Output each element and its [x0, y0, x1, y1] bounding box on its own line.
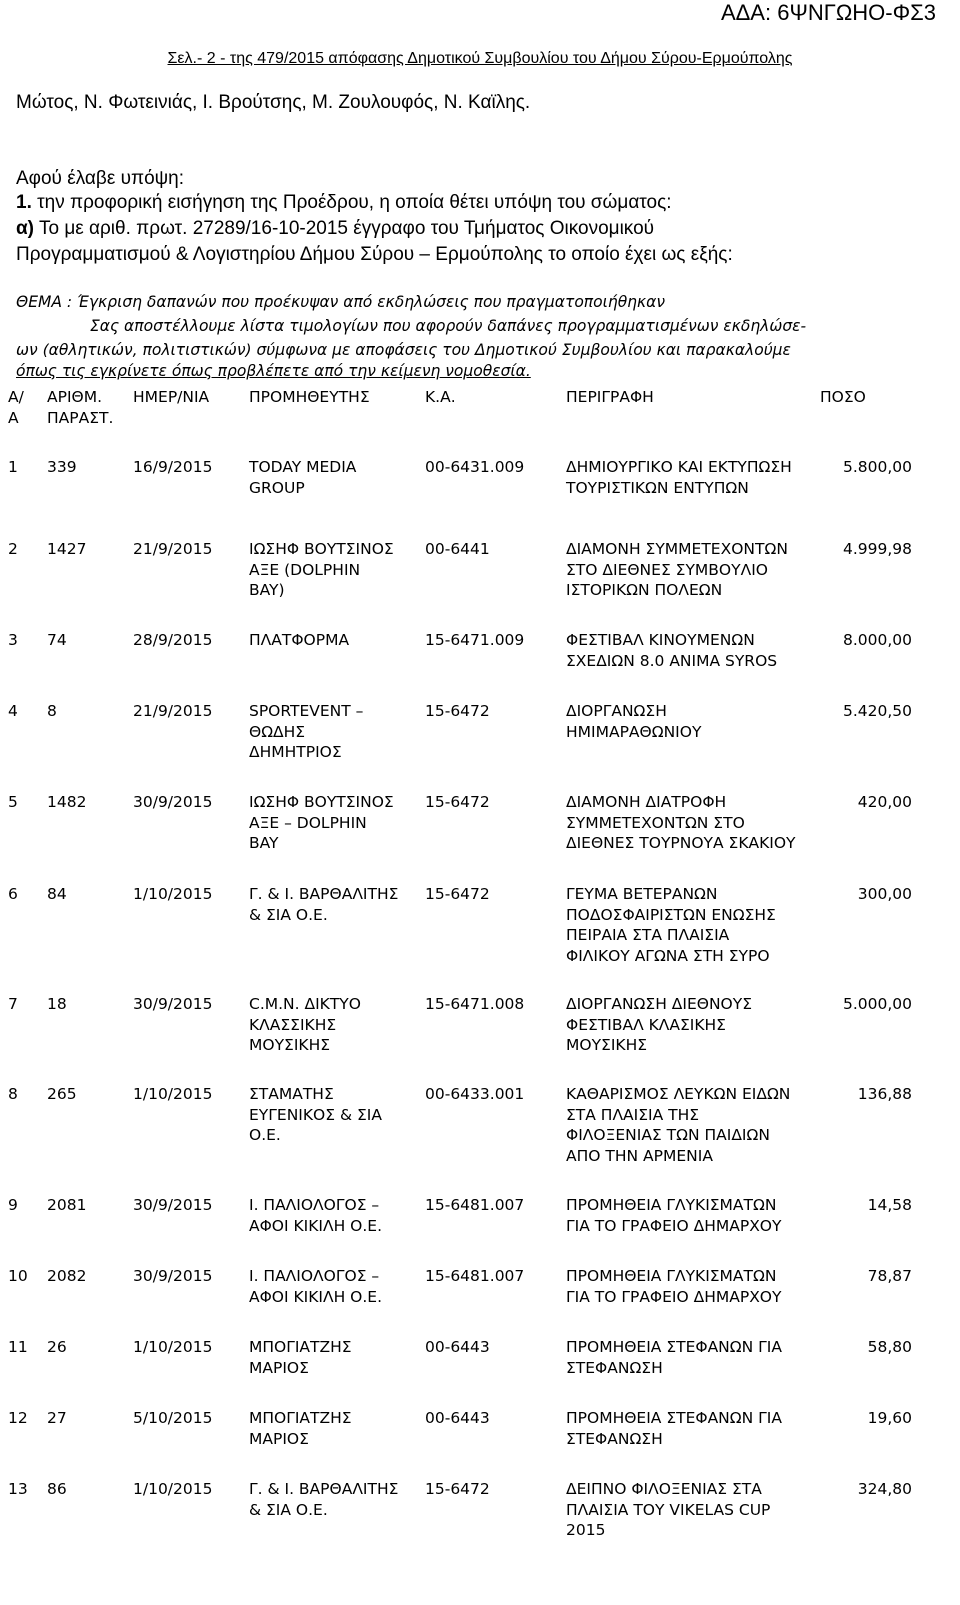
cell-amount: 136,88	[857, 1085, 912, 1103]
cell-arithm: 2081	[47, 1196, 87, 1214]
cell-date: 5/10/2015	[133, 1409, 213, 1427]
cell-arithm: 26	[47, 1338, 67, 1356]
cell-amount: 4.999,98	[842, 540, 912, 558]
cell-aa: 11	[8, 1338, 28, 1356]
cell-supplier: ΜΠΟΓΙΑΤΖΗΣ ΜΑΡΙΟΣ	[249, 1409, 352, 1448]
item-a-line2: Προγραμματισμού & Λογιστηρίου Δήμου Σύρου – Ερμούπολης το οποίο έχει ως εξής:	[16, 244, 733, 265]
cell-desc: ΔΙΑΜΟΝΗ ΔΙΑΤΡΟΦΗ ΣΥΜΜΕΤΕΧΟΝΤΩΝ ΣΤΟ ΔΙΕΘΝΕΣ ΤΟΥΡΝΟΥΑ ΣΚΑΚΙΟΥ	[566, 793, 796, 852]
cell-supplier: ΣΤΑΜΑΤΗΣ ΕΥΓΕΝΙΚΟΣ & ΣΙΑ Ο.Ε.	[249, 1085, 382, 1144]
item-1	[16, 192, 672, 214]
cell-amount: 324,80	[857, 1480, 912, 1498]
cell-aa: 13	[8, 1480, 28, 1498]
cell-ka: 15-6472	[425, 702, 490, 720]
cell-supplier: ΙΩΣΗΦ ΒΟΥΤΣΙΝΟΣ ΑΞΕ – DOLPHIN BAY	[249, 793, 394, 852]
cell-aa: 6	[8, 885, 18, 903]
cell-aa: 2	[8, 540, 18, 558]
subject-line: ΘΕΜΑ : Έγκριση δαπανών που προέκυψαν από εκδηλώσεις που πραγματοποιήθηκαν	[16, 293, 666, 311]
cell-desc: ΔΕΙΠΝΟ ΦΙΛΟΞΕΝΙΑΣ ΣΤΑ ΠΛΑΙΣΙΑ ΤΟΥ VIKELAS CUP 2015	[566, 1480, 771, 1539]
cell-arithm: 27	[47, 1409, 67, 1427]
cell-arithm: 86	[47, 1480, 67, 1498]
item-1-number: 1.	[16, 192, 32, 213]
col-header-amount: ΠΟΣΟ	[820, 388, 866, 406]
cell-arithm: 18	[47, 995, 67, 1013]
ada-code: ΑΔΑ: 6ΨΝΓΩΗΟ-ΦΣ3	[720, 0, 936, 25]
cell-aa: 1	[8, 458, 18, 476]
body-line-2: ων (αθλητικών, πολιτιστικών) σύμφωνα με αποφάσεις του Δημοτικού Συμβουλίου και παρακαλούμε	[16, 341, 791, 359]
cell-aa: 12	[8, 1409, 28, 1427]
cell-desc: ΚΑΘΑΡΙΣΜΟΣ ΛΕΥΚΩΝ ΕΙΔΩΝ ΣΤΑ ΠΛΑΙΣΙΑ ΤΗΣ ΦΙΛΟΞΕΝΙΑΣ ΤΩΝ ΠΑΙΔΙΩΝ ΑΠΟ ΤΗΝ ΑΡΜΕΝΙΑ	[566, 1085, 791, 1165]
cell-arithm: 2082	[47, 1267, 87, 1285]
cell-supplier: Ι. ΠΑΛΙΟΛΟΓΟΣ – ΑΦΟΙ ΚΙΚΙΛΗ Ο.Ε.	[249, 1196, 383, 1235]
cell-desc: ΔΙΑΜΟΝΗ ΣΥΜΜΕΤΕΧΟΝΤΩΝ ΣΤΟ ΔΙΕΘΝΕΣ ΣΥΜΒΟΥΛΙΟ ΙΣΤΟΡΙΚΩΝ ΠΟΛΕΩΝ	[566, 540, 788, 599]
cell-supplier: TODAY MEDIA GROUP	[249, 458, 357, 497]
cell-desc: ΠΡΟΜΗΘΕΙΑ ΣΤΕΦΑΝΩΝ ΓΙΑ ΣΤΕΦΑΝΩΣΗ	[566, 1409, 782, 1448]
body-line-3: όπως τις εγκρίνετε όπως προβλέπετε από την κείμενη νομοθεσία.	[16, 362, 531, 380]
cell-arithm: 265	[47, 1085, 77, 1103]
cell-date: 1/10/2015	[133, 1480, 213, 1498]
cell-aa: 5	[8, 793, 18, 811]
cell-amount: 420,00	[857, 793, 912, 811]
cell-date: 30/9/2015	[133, 793, 213, 811]
cell-date: 16/9/2015	[133, 458, 213, 476]
cell-aa: 3	[8, 631, 18, 649]
col-header-supplier: ΠΡΟΜΗΘΕΥΤΗΣ	[249, 388, 370, 406]
item-a-text: Το με αριθ. πρωτ. 27289/16-10-2015 έγγραφο του Τμήματος Οικονομικού	[34, 218, 655, 239]
cell-desc: ΠΡΟΜΗΘΕΙΑ ΓΛΥΚΙΣΜΑΤΩΝ ΓΙΑ ΤΟ ΓΡΑΦΕΙΟ ΔΗΜΑΡΧΟΥ	[566, 1267, 782, 1306]
cell-date: 30/9/2015	[133, 1196, 213, 1214]
cell-desc: ΔΗΜΙΟΥΡΓΙΚΟ ΚΑΙ ΕΚΤΥΠΩΣΗ ΤΟΥΡΙΣΤΙΚΩΝ ΕΝΤΥΠΩΝ	[566, 458, 792, 497]
cell-supplier: ΜΠΟΓΙΑΤΖΗΣ ΜΑΡΙΟΣ	[249, 1338, 352, 1377]
cell-date: 1/10/2015	[133, 885, 213, 903]
cell-desc: ΔΙΟΡΓΑΝΩΣΗ ΗΜΙΜΑΡΑΘΩΝΙΟΥ	[566, 702, 702, 741]
cell-ka: 15-6471.008	[425, 995, 525, 1013]
col-header-ka: Κ.Α.	[425, 388, 456, 406]
cell-arithm: 74	[47, 631, 67, 649]
cell-amount: 78,87	[867, 1267, 912, 1285]
cell-amount: 5.000,00	[842, 995, 912, 1013]
cell-aa: 8	[8, 1085, 18, 1103]
cell-ka: 15-6471.009	[425, 631, 525, 649]
cell-date: 1/10/2015	[133, 1085, 213, 1103]
item-1-text: την προφορική εισήγηση της Προέδρου, η οποία θέτει υπόψη του σώματος:	[31, 192, 672, 213]
cell-supplier: Γ. & Ι. ΒΑΡΘΑΛΙΤΗΣ & ΣΙΑ Ο.Ε.	[249, 1480, 399, 1519]
cell-amount: 5.800,00	[842, 458, 912, 476]
cell-desc: ΓΕΥΜΑ ΒΕΤΕΡΑΝΩΝ ΠΟΔΟΣΦΑΙΡΙΣΤΩΝ ΕΝΩΣΗΣ ΠΕΙΡΑΙΑ ΣΤΑ ΠΛΑΙΣΙΑ ΦΙΛΙΚΟΥ ΑΓΩΝΑ ΣΤΗ ΣΥΡΟ	[566, 885, 776, 965]
cell-date: 30/9/2015	[133, 1267, 213, 1285]
cell-supplier: ΠΛΑΤΦΟΡΜΑ	[249, 631, 350, 649]
cell-date: 21/9/2015	[133, 540, 213, 558]
col-header-arithm: ΑΡΙΘΜ. ΠΑΡΑΣΤ.	[47, 388, 114, 427]
cell-arithm: 339	[47, 458, 77, 476]
cell-aa: 4	[8, 702, 18, 720]
cell-ka: 15-6472	[425, 793, 490, 811]
cell-amount: 14,58	[867, 1196, 912, 1214]
cell-ka: 00-6443	[425, 1409, 490, 1427]
cell-supplier: Γ. & Ι. ΒΑΡΘΑΛΙΤΗΣ & ΣΙΑ Ο.Ε.	[249, 885, 399, 924]
cell-supplier: SPORTEVENT – ΘΩΔΗΣ ΔΗΜΗΤΡΙΟΣ	[249, 702, 364, 761]
cell-arithm: 1427	[47, 540, 87, 558]
cell-aa: 10	[8, 1267, 28, 1285]
cell-arithm: 84	[47, 885, 67, 903]
cell-desc: ΠΡΟΜΗΘΕΙΑ ΣΤΕΦΑΝΩΝ ΓΙΑ ΣΤΕΦΑΝΩΣΗ	[566, 1338, 782, 1377]
names-line: Μώτος, Ν. Φωτεινιάς, Ι. Βρούτσης, Μ. Ζουλουφός, Ν. Καϊλης.	[16, 92, 531, 113]
cell-ka: 00-6431.009	[425, 458, 525, 476]
item-a	[16, 218, 654, 240]
cell-ka: 00-6441	[425, 540, 490, 558]
cell-aa: 7	[8, 995, 18, 1013]
cell-arithm: 1482	[47, 793, 87, 811]
cell-ka: 15-6481.007	[425, 1267, 525, 1285]
cell-aa: 9	[8, 1196, 18, 1214]
cell-date: 1/10/2015	[133, 1338, 213, 1356]
cell-supplier: Ι. ΠΑΛΙΟΛΟΓΟΣ – ΑΦΟΙ ΚΙΚΙΛΗ Ο.Ε.	[249, 1267, 383, 1306]
cell-ka: 00-6443	[425, 1338, 490, 1356]
cell-desc: ΠΡΟΜΗΘΕΙΑ ΓΛΥΚΙΣΜΑΤΩΝ ΓΙΑ ΤΟ ΓΡΑΦΕΙΟ ΔΗΜΑΡΧΟΥ	[566, 1196, 782, 1235]
considered-heading: Αφού έλαβε υπόψη:	[16, 168, 185, 189]
cell-supplier: ΙΩΣΗΦ ΒΟΥΤΣΙΝΟΣ ΑΞΕ (DOLPHIN BAY)	[249, 540, 394, 599]
cell-amount: 300,00	[857, 885, 912, 903]
cell-ka: 15-6472	[425, 1480, 490, 1498]
cell-date: 30/9/2015	[133, 995, 213, 1013]
cell-desc: ΔΙΟΡΓΑΝΩΣΗ ΔΙΕΘΝΟΥΣ ΦΕΣΤΙΒΑΛ ΚΛΑΣΙΚΗΣ ΜΟΥΣΙΚΗΣ	[566, 995, 752, 1054]
cell-amount: 58,80	[867, 1338, 912, 1356]
cell-date: 28/9/2015	[133, 631, 213, 649]
item-a-label: α)	[16, 218, 35, 239]
col-header-aa: Α/ Α	[8, 388, 24, 427]
cell-ka: 00-6433.001	[425, 1085, 525, 1103]
cell-supplier: C.M.N. ΔΙΚΤΥΟ ΚΛΑΣΣΙΚΗΣ ΜΟΥΣΙΚΗΣ	[249, 995, 361, 1054]
cell-ka: 15-6481.007	[425, 1196, 525, 1214]
col-header-desc: ΠΕΡΙΓΡΑΦΗ	[566, 388, 654, 406]
body-line-1: Σας αποστέλλουμε λίστα τιμολογίων που αφορούν δαπάνες προγραμματισμένων εκδηλώσε-	[90, 317, 807, 335]
cell-ka: 15-6472	[425, 885, 490, 903]
cell-desc: ΦΕΣΤΙΒΑΛ ΚΙΝΟΥΜΕΝΩΝ ΣΧΕΔΙΩΝ 8.0 ΑΝΙΜΑ SYROS	[566, 631, 778, 670]
cell-amount: 5.420,50	[842, 702, 912, 720]
col-header-date: ΗΜΕΡ/ΝΙΑ	[133, 388, 210, 406]
cell-date: 21/9/2015	[133, 702, 213, 720]
cell-amount: 19,60	[867, 1409, 912, 1427]
cell-arithm: 8	[47, 702, 57, 720]
cell-amount: 8.000,00	[842, 631, 912, 649]
page-header: Σελ.- 2 - της 479/2015 απόφασης Δημοτικού Συμβουλίου του Δήμου Σύρου-Ερμούπολης	[167, 50, 793, 67]
